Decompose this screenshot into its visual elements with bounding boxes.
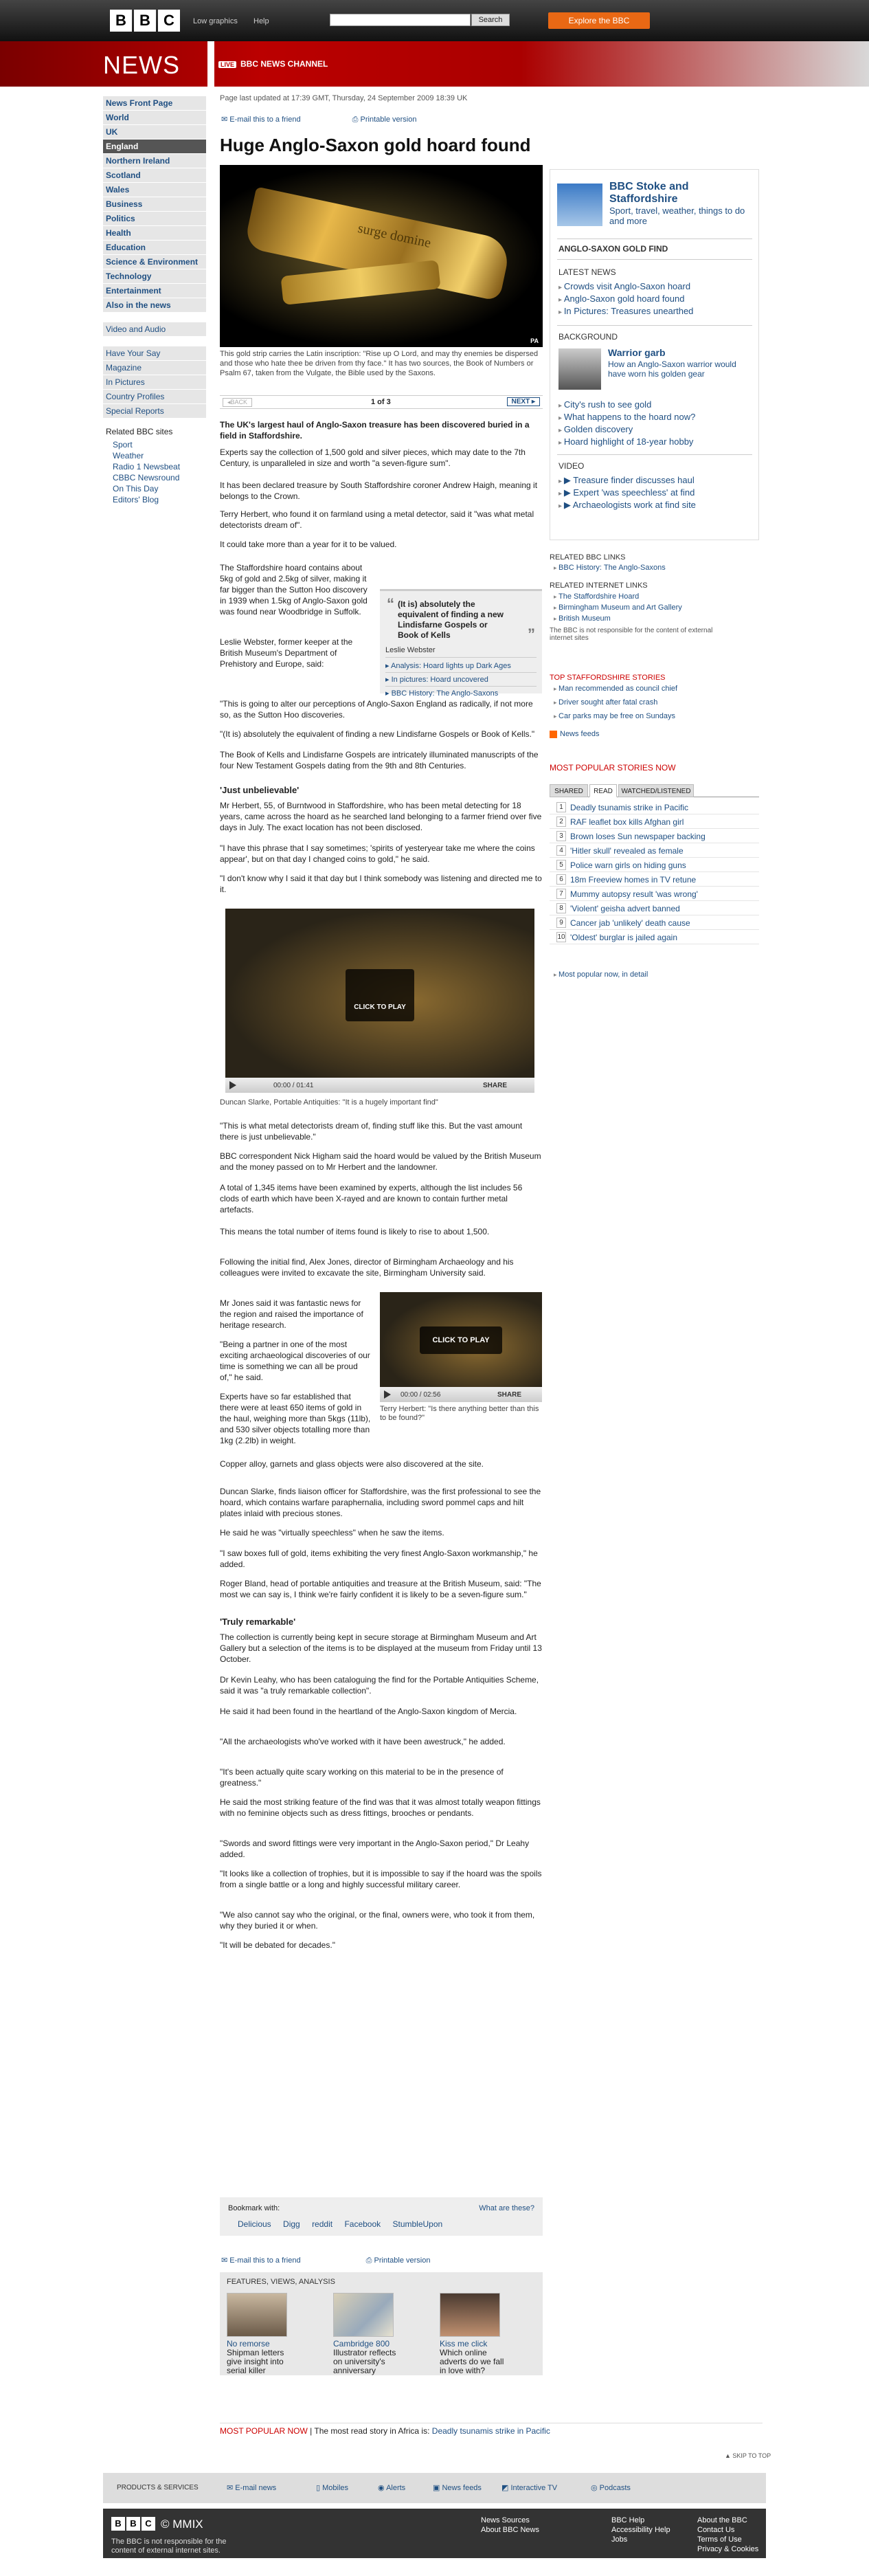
- skip-to-top-link[interactable]: ▲ SKIP TO TOP: [725, 2452, 771, 2459]
- top-stories-heading: TOP STAFFORDSHIRE STORIES: [550, 674, 666, 682]
- top-story-link[interactable]: ▸ Car parks may be free on Sundays: [554, 712, 675, 720]
- subheading: 'Just unbelievable': [220, 785, 300, 795]
- service-email-news[interactable]: ✉ E-mail news: [227, 2484, 277, 2492]
- latest-link[interactable]: ▸ In Pictures: Treasures unearthed: [558, 306, 693, 316]
- footer: [103, 2509, 766, 2558]
- gallery-next-button[interactable]: NEXT ▸: [507, 397, 540, 406]
- nav-also-in-news[interactable]: Also in the news: [103, 298, 206, 313]
- background-link[interactable]: ▸ Hoard highlight of 18-year hobby: [558, 436, 693, 447]
- article-paragraph: "All the archaeologists who've worked with it have been awestruck," he added.: [220, 1737, 506, 1746]
- video-time: 00:00 / 02:56: [400, 1391, 441, 1399]
- left-nav: [103, 96, 206, 505]
- fva-thumb[interactable]: [227, 2293, 287, 2337]
- pull-quote: [380, 589, 542, 698]
- footer-link[interactable]: Jobs: [611, 2535, 628, 2544]
- what-are-these-link[interactable]: What are these?: [479, 2204, 534, 2212]
- footer-link[interactable]: Contact Us: [697, 2526, 735, 2534]
- products-services: [103, 2473, 766, 2503]
- stoke-thumbnail[interactable]: [557, 184, 602, 226]
- list-item[interactable]: 7 Mummy autopsy result 'was wrong': [550, 887, 759, 901]
- hero-image: [220, 165, 543, 347]
- article-paragraph: "This is going to alter our perceptions of Anglo-Saxon England as radically, if not more so, as the Sutton Hoo discoveries.: [220, 699, 533, 720]
- external-disclaimer: The BBC is not responsible for the content of external internet sites: [550, 627, 713, 642]
- story-sidebar-box: [550, 169, 759, 540]
- nav-special-reports[interactable]: Special Reports: [103, 404, 206, 419]
- printable-version-link[interactable]: ⎙ Printable version: [352, 115, 417, 124]
- article-tools: [221, 115, 466, 124]
- bbc-logo[interactable]: B B C: [110, 10, 180, 32]
- nav-politics[interactable]: Politics: [103, 212, 206, 226]
- quote-open-icon: “: [387, 595, 394, 612]
- fva-title: FEATURES, VIEWS, ANALYSIS: [227, 2278, 335, 2286]
- video-link[interactable]: ▸ ▶ Expert 'was speechless' at find: [558, 487, 695, 498]
- latest-link[interactable]: ▸ Anglo-Saxon gold hoard found: [558, 293, 684, 304]
- page-title: Huge Anglo-Saxon gold hoard found: [220, 135, 531, 155]
- video-caption: Terry Herbert: "Is there anything better than this to be found?": [380, 1405, 539, 1422]
- copyright: © MMIX: [161, 2518, 203, 2531]
- last-updated: Page last updated at 17:39 GMT, Thursday, 24 September 2009 18:39 UK: [220, 94, 468, 102]
- tab-read[interactable]: READ: [589, 784, 617, 797]
- footer-link[interactable]: BBC Help: [611, 2516, 645, 2524]
- click-to-play-button[interactable]: CLICK TO PLAY: [420, 1326, 502, 1354]
- share-button[interactable]: SHARE: [497, 1391, 521, 1399]
- article-paragraph: "It's been actually quite scary working on this material to be in the presence of greatness.": [220, 1767, 504, 1788]
- nav-wales[interactable]: Wales: [103, 183, 206, 197]
- background-link[interactable]: ▸ What happens to the hoard now?: [558, 412, 695, 422]
- article-paragraph: BBC correspondent Nick Higham said the hoard would be valued by the British Museum and the money passed on to Mr Herbert and the landowner.: [220, 1151, 541, 1172]
- tab-shared[interactable]: SHARED: [550, 784, 588, 797]
- list-item[interactable]: 6 18m Freeview homes in TV retune: [550, 872, 759, 887]
- background-link[interactable]: ▸ City's rush to see gold: [558, 399, 651, 410]
- article-paragraph: Following the initial find, Alex Jones, director of Birmingham Archaeology and his colleagues were invited to excavate the site, Birmingham University said.: [220, 1257, 514, 1278]
- article-paragraph: "Swords and sword fittings were very important in the Anglo-Saxon period," Dr Leahy added.: [220, 1839, 530, 1859]
- pull-quote-text: (It is) absolutely the equivalent of finding a new Lindisfarne Gospels or Book of Kells: [398, 599, 504, 640]
- article-paragraph: "It looks like a collection of trophies, but it is impossible to say if the hoard was the spoils from a single battle or a long and highly successful military career.: [220, 1869, 542, 1889]
- low-graphics-link[interactable]: Low graphics: [193, 17, 238, 25]
- nav-entertainment[interactable]: Entertainment: [103, 284, 206, 298]
- nav-country-profiles[interactable]: Country Profiles: [103, 390, 206, 404]
- nav-news-front-page[interactable]: News Front Page: [103, 96, 206, 111]
- article-paragraph: It could take more than a year for it to be valued.: [220, 540, 397, 549]
- nav-health[interactable]: Health: [103, 226, 206, 241]
- article-paragraph: It has been declared treasure by South Staffordshire coroner Andrew Haigh, meaning it belongs to the Crown.: [220, 480, 538, 501]
- related-sites-heading: Related BBC sites: [106, 427, 173, 436]
- nav-business[interactable]: Business: [103, 197, 206, 212]
- article-paragraph: "I don't know why I said it that day but I think somebody was listening and directed me to it.: [220, 874, 542, 894]
- live-channel-link[interactable]: [218, 59, 328, 69]
- nav-video-audio[interactable]: Video and Audio: [103, 322, 206, 337]
- bookmark-digg[interactable]: Digg: [283, 2219, 300, 2229]
- list-item[interactable]: 3 Brown loses Sun newspaper backing: [550, 829, 759, 843]
- bookmark-facebook[interactable]: Facebook: [344, 2219, 381, 2229]
- background-link[interactable]: ▸ Golden discovery: [558, 424, 633, 434]
- bookmark-stumbleupon[interactable]: StumbleUpon: [392, 2219, 443, 2229]
- most-popular-more-link[interactable]: ▸ Most popular now, in detail: [554, 970, 648, 979]
- warrior-thumbnail[interactable]: [558, 348, 601, 390]
- bookmark-title: Bookmark with:: [228, 2204, 280, 2212]
- nav-education[interactable]: Education: [103, 241, 206, 255]
- most-popular-strip: MOST POPULAR NOW | The most read story in Africa is: Deadly tsunamis strike in Pacific: [220, 2423, 763, 2436]
- video-caption: Duncan Slarke, Portable Antiquities: "It is a hugely important find": [220, 1098, 438, 1107]
- email-friend-link[interactable]: ✉ E-mail this to a friend: [221, 2256, 301, 2265]
- video-player-2[interactable]: [380, 1292, 542, 1402]
- fva-item[interactable]: No remorse Shipman letters give insight into serial killer: [227, 2339, 284, 2375]
- top-story-link[interactable]: ▸ Driver sought after fatal crash: [554, 698, 657, 707]
- latest-link[interactable]: ▸ Crowds visit Anglo-Saxon hoard: [558, 281, 690, 291]
- pull-quote-author: Leslie Webster: [385, 646, 436, 654]
- share-button[interactable]: SHARE: [482, 1082, 507, 1089]
- related-site-newsround[interactable]: CBBC Newsround: [113, 473, 180, 482]
- nav-magazine[interactable]: Magazine: [103, 361, 206, 375]
- top-story-link[interactable]: ▸ Man recommended as council chief: [554, 685, 677, 693]
- related-internet-link[interactable]: ▸ British Museum: [554, 614, 611, 623]
- article-tools-bottom: [221, 2256, 493, 2265]
- video-heading: VIDEO: [558, 461, 585, 471]
- latest-heading: LATEST NEWS: [558, 267, 616, 277]
- search-input[interactable]: [330, 14, 471, 26]
- footer-link[interactable]: News Sources: [481, 2516, 530, 2524]
- find-heading: ANGLO-SAXON GOLD FIND: [558, 244, 668, 254]
- nav-scotland[interactable]: Scotland: [103, 168, 206, 183]
- most-popular-link[interactable]: Deadly tsunamis strike in Pacific: [431, 2426, 550, 2436]
- printable-version-link[interactable]: ⎙ Printable version: [365, 2256, 431, 2265]
- video-player-1[interactable]: [225, 909, 534, 1093]
- video-controls: [225, 1078, 534, 1093]
- article-paragraph: Duncan Slarke, finds liaison officer for Staffordshire, was the first professional to see the hoard, which contains warfare paraphernalia, including sword pommel caps and hilt plates inlaid with precious stones.: [220, 1487, 541, 1518]
- click-to-play-button[interactable]: CLICK TO PLAY: [346, 969, 414, 1021]
- video-link[interactable]: ▸ ▶ Archaeologists work at find site: [558, 500, 696, 511]
- article-paragraph: "(It is) absolutely the equivalent of finding a new Lindisfarne Gospels or Book of Kells.": [220, 729, 535, 739]
- nav-england[interactable]: England: [103, 140, 206, 154]
- article-paragraph: "This is what metal detectorists dream of, finding stuff like this. But the vast amount there is just unbelievable.": [220, 1121, 523, 1142]
- article-paragraph: Copper alloy, garnets and glass objects were also discovered at the site.: [220, 1459, 484, 1469]
- article-paragraph: This means the total number of items found is likely to rise to about 1,500.: [220, 1227, 490, 1236]
- nav-science[interactable]: Science & Environment: [103, 255, 206, 269]
- article-paragraph: "It will be debated for decades.": [220, 1940, 335, 1950]
- footer-link[interactable]: About BBC News: [481, 2526, 539, 2534]
- nav-uk[interactable]: UK: [103, 125, 206, 140]
- most-popular-label: MOST POPULAR NOW: [220, 2426, 308, 2436]
- article-paragraph: Experts have so far established that there were at least 650 items of gold in the haul, weighing more than 5kgs (11lb), and 530 silver objects totalling more than 1kg (2.2lb) in weight.: [220, 1392, 371, 1445]
- footer-link[interactable]: Terms of Use: [697, 2535, 742, 2544]
- nav-have-your-say[interactable]: Have Your Say: [103, 346, 206, 361]
- most-popular-text: The most read story in Africa is:: [314, 2426, 430, 2436]
- related-site-sport[interactable]: Sport: [113, 440, 133, 449]
- background-heading: BACKGROUND: [558, 332, 618, 342]
- list-item[interactable]: 10 'Oldest' burglar is jailed again: [550, 930, 759, 944]
- fva-thumb[interactable]: [440, 2293, 500, 2337]
- footer-col-3: [697, 2516, 758, 2554]
- list-item[interactable]: 4 'Hitler skull' revealed as female: [550, 843, 759, 858]
- list-item[interactable]: 1 Deadly tsunamis strike in Pacific: [550, 800, 759, 814]
- warrior-title[interactable]: Warrior garb: [608, 347, 666, 358]
- quote-link-history[interactable]: ▸ BBC History: The Anglo-Saxons: [385, 689, 499, 698]
- quote-link-pictures[interactable]: ▸ In pictures: Hoard uncovered: [385, 676, 488, 684]
- gallery-back-button[interactable]: ◂BACK: [223, 398, 252, 407]
- fva-item[interactable]: Cambridge 800 Illustrator reflects on university's anniversary: [333, 2339, 396, 2375]
- list-item[interactable]: 5 Police warn girls on hiding guns: [550, 858, 759, 872]
- article-paragraph: Experts say the collection of 1,500 gold and silver pieces, which may date to the 7th Century, is unparalleled in size and worth "a seven-figure sum".: [220, 447, 526, 468]
- video-link[interactable]: ▸ ▶ Treasure finder discusses haul: [558, 475, 695, 486]
- footer-bbc-logo[interactable]: B B C: [111, 2517, 155, 2531]
- channel-label: BBC NEWS CHANNEL: [240, 59, 328, 69]
- nav-northern-ireland[interactable]: Northern Ireland: [103, 154, 206, 168]
- list-item[interactable]: 2 RAF leaflet box kills Afghan girl: [550, 814, 759, 829]
- article-paragraph: Mr Herbert, 55, of Burntwood in Staffordshire, who has been metal detecting for 18 years, came across the hoard as he searched land belonging to a farmer friend over five days in July. The exact location has not been disclosed.: [220, 801, 542, 832]
- nav-in-pictures[interactable]: In Pictures: [103, 375, 206, 390]
- article-paragraph: Dr Kevin Leahy, who has been cataloguing the find for the Portable Antiquities Scheme, said it was "a truly remarkable collection".: [220, 1675, 539, 1696]
- article-paragraph: Roger Bland, head of portable antiquities and treasure at the British Museum, said: "The most we can say is, I think we're fairly confident it is likely to be a seven-figure sum.": [220, 1579, 541, 1599]
- list-item[interactable]: 9 Cancer jab 'unlikely' death cause: [550, 915, 759, 930]
- email-friend-link[interactable]: ✉ E-mail this to a friend: [221, 115, 301, 124]
- search-button[interactable]: Search: [471, 14, 510, 26]
- related-site-newsbeat[interactable]: Radio 1 Newsbeat: [113, 462, 181, 471]
- article-paragraph: The Staffordshire hoard contains about 5kg of gold and 2.5kg of silver, making it far bigger than the Sutton Hoo discovery in 1939 when 1.5kg of Anglo-Saxon gold was found near Woodbridge in Suffolk.: [220, 563, 368, 617]
- quote-link-analysis[interactable]: ▸ Analysis: Hoard lights up Dark Ages: [385, 662, 511, 670]
- footer-link[interactable]: About the BBC: [697, 2516, 747, 2524]
- rss-icon: [550, 731, 557, 738]
- bookmark-delicious[interactable]: Delicious: [238, 2219, 271, 2229]
- related-internet-heading: RELATED INTERNET LINKS: [550, 581, 648, 590]
- subheading: 'Truly remarkable': [220, 1617, 296, 1627]
- article-paragraph: Mr Jones said it was fantastic news for the region and raised the importance of heritage research.: [220, 1298, 363, 1330]
- article-paragraph: Leslie Webster, former keeper at the British Museum's Department of Prehistory and Europe, said:: [220, 637, 353, 669]
- gallery-count: 1 of 3: [371, 398, 391, 406]
- most-popular-heading: MOST POPULAR STORIES NOW: [550, 763, 676, 773]
- play-icon[interactable]: [229, 1081, 236, 1089]
- news-logo[interactable]: NEWS: [103, 51, 180, 79]
- news-banner: [0, 41, 869, 87]
- footer-col-1: [481, 2516, 539, 2535]
- hero-caption: This gold strip carries the Latin inscription: "Rise up O Lord, and may thy enemies be dispersed and those who hate thee be driven from thy face." It has two sources, the Book of Numbers or Psalm 67, taken from the Vulgate, the Bible used by the Saxons.: [220, 350, 539, 377]
- article-paragraph: The Book of Kells and Lindisfarne Gospels are intricately illuminated manuscripts of the four New Testament Gospels dating from the 9th and 8th Centuries.: [220, 750, 539, 770]
- explore-bbc-button[interactable]: Explore the BBC: [548, 12, 650, 29]
- tab-watched[interactable]: WATCHED/LISTENED: [618, 784, 694, 797]
- service-mobiles[interactable]: ▯ Mobiles: [316, 2484, 349, 2492]
- bookmark-box: [220, 2197, 543, 2236]
- fva-item[interactable]: Kiss me click Which online adverts do we fall in love with?: [440, 2339, 504, 2375]
- live-badge: LIVE: [218, 61, 236, 68]
- article-paragraph: The collection is currently being kept in secure storage at Birmingham Museum and Art Gallery but a selection of the items is to be displayed at the museum from Friday until 13 October.: [220, 1632, 542, 1664]
- image-credit: PA: [530, 337, 539, 344]
- related-internet-link[interactable]: ▸ Birmingham Museum and Art Gallery: [554, 603, 682, 612]
- related-site-on-this-day[interactable]: On This Day: [113, 484, 159, 493]
- service-news-feeds[interactable]: ▣ News feeds: [433, 2484, 482, 2492]
- nav-world[interactable]: World: [103, 111, 206, 125]
- article-paragraph: A total of 1,345 items have been examined by experts, although the list includes 56 clods of earth which have been X-rayed and are known to contain further metal artefacts.: [220, 1183, 523, 1214]
- article-paragraph: "I saw boxes full of gold, items exhibiting the very finest Anglo-Saxon workmanship," he added.: [220, 1548, 538, 1569]
- features-views-analysis: [220, 2272, 543, 2375]
- bbc-top-bar: [0, 0, 869, 41]
- stoke-title[interactable]: BBC Stoke and Staffordshire: [609, 181, 689, 205]
- banner-divider: [207, 41, 214, 87]
- footer-col-2: [611, 2516, 670, 2544]
- play-icon[interactable]: [384, 1390, 391, 1399]
- related-bbc-heading: RELATED BBC LINKS: [550, 553, 626, 562]
- service-alerts[interactable]: ◉ Alerts: [378, 2484, 406, 2492]
- article-paragraph: He said he was "virtually speechless" when he saw the items.: [220, 1528, 444, 1537]
- service-interactive-tv[interactable]: ◩ Interactive TV: [501, 2484, 558, 2492]
- article-paragraph: "Being a partner in one of the most exciting archaeological discoveries of our time is something we can all be proud of," he said.: [220, 1340, 370, 1382]
- inscription-text: surge domine: [356, 221, 433, 251]
- related-internet-link[interactable]: ▸ The Staffordshire Hoard: [554, 592, 639, 601]
- nav-technology[interactable]: Technology: [103, 269, 206, 284]
- footer-disclaimer: The BBC is not responsible for the content of external internet sites.: [111, 2538, 227, 2555]
- list-item[interactable]: 8 'Violent' geisha advert banned: [550, 901, 759, 915]
- bookmark-reddit[interactable]: reddit: [312, 2219, 333, 2229]
- video-time: 00:00 / 01:41: [273, 1082, 314, 1089]
- article-paragraph: He said it had been found in the heartland of the Anglo-Saxon kingdom of Mercia.: [220, 1707, 517, 1716]
- footer-link[interactable]: Privacy & Cookies: [697, 2545, 759, 2553]
- article-paragraph: "We also cannot say who the original, or the final, owners were, who took it from them, why they buried it or when.: [220, 1910, 535, 1931]
- related-site-weather[interactable]: Weather: [113, 451, 144, 460]
- related-bbc-link[interactable]: ▸ BBC History: The Anglo-Saxons: [554, 564, 666, 572]
- stoke-subtitle[interactable]: Sport, travel, weather, things to do and more: [609, 206, 745, 226]
- article-paragraph: "I have this phrase that I say sometimes; 'spirits of yesteryear take me where the coins appear', but on that day I changed coins to gold," he said.: [220, 843, 535, 864]
- article-paragraph: He said the most striking feature of the find was that it was almost totally weapon fittings with no feminine objects such as dress fittings, brooches or pendants.: [220, 1797, 541, 1818]
- quote-close-icon: ”: [528, 625, 535, 643]
- warrior-subtitle[interactable]: How an Anglo-Saxon warrior would have worn his golden gear: [608, 359, 736, 379]
- products-title: PRODUCTS & SERVICES: [117, 2484, 199, 2491]
- most-popular-tabs: [550, 784, 759, 797]
- article-intro: The UK's largest haul of Anglo-Saxon treasure has been discovered buried in a field in Staffordshire.: [220, 420, 530, 441]
- news-feeds-link[interactable]: News feeds: [550, 730, 599, 738]
- fva-thumb[interactable]: [333, 2293, 394, 2337]
- article-paragraph: Terry Herbert, who found it on farmland using a metal detector, said it "was what metal detectorists dream of".: [220, 509, 534, 530]
- help-link[interactable]: Help: [253, 17, 269, 25]
- footer-link[interactable]: Accessibility Help: [611, 2526, 670, 2534]
- service-podcasts[interactable]: ◎ Podcasts: [591, 2484, 631, 2492]
- gallery-pager: [220, 395, 543, 409]
- video-controls: [380, 1387, 542, 1402]
- related-site-editors-blog[interactable]: Editors' Blog: [113, 495, 159, 504]
